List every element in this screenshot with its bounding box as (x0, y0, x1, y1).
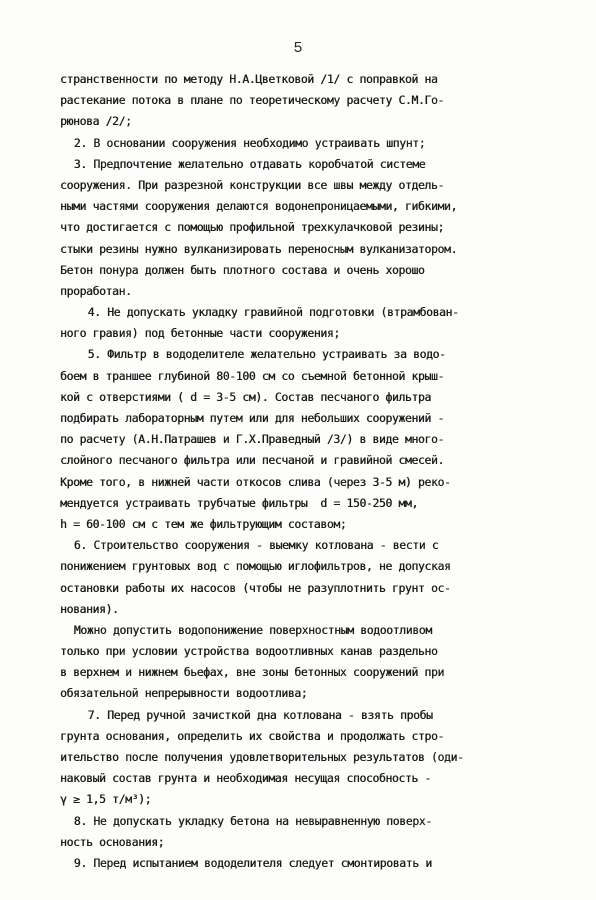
text-line: 4. Не допускать укладку гравийной подготовки (втрамбован- (87, 305, 459, 320)
text-line: проработан. (60, 283, 132, 298)
text-line: боем в траншее глубиной 80-100 см со съемной бетонной крыш- (60, 368, 444, 383)
text-line: по расчету (А.Н.Патрашев и Г.Х.Праведный /3/) в виде много- (60, 432, 444, 447)
text-line: ительство после получения удовлетворительных результатов (оди- (60, 750, 464, 764)
text-line: Можно допустить водопонижение поверхностным водоотливом (73, 622, 432, 637)
text-line: грунта основания, определить их свойства и продолжать стро- (60, 728, 444, 743)
text-line: Кроме того, в нижней части откосов слива (через 3-5 м) реко- (60, 474, 451, 489)
text-line: ными частями сооружения делаются водонепроницаемыми, гибкими, (60, 199, 457, 214)
text-line: 8. Не допускать укладку бетона на невыравненную поверх- (73, 813, 432, 828)
text-line: рюнова /2/; (60, 114, 132, 129)
text-line: 3. Предпочтение желательно отдавать коробчатой системе (73, 156, 426, 171)
text-line: сооружения. При разрезной конструкции все швы между отдель- (60, 177, 444, 192)
text-line: наковый состав грунта и необходимая несущая способность - (60, 771, 431, 786)
text-line: ного гравия) под бетонные части сооружения; (60, 326, 340, 341)
text-line: в верхнем и нижнем бьефах, вне зоны бетонных сооружений при (60, 665, 444, 680)
text-line: слойного песчаного фильтра или песчаной и гравийной смесей. (60, 453, 444, 468)
text-line: только при условии устройства водоотливных канав раздельно (60, 644, 438, 659)
text-line: растекание потока в плане по теоретическому расчету С.М.Го- (60, 93, 444, 108)
text-line: кой с отверстиями ( d = 3-5 см). Состав песчаного фильтра (60, 389, 431, 404)
text-line: нования). (60, 601, 119, 616)
text-line: странственности по методу Н.А.Цветковой /1/ с поправкой на (60, 72, 438, 86)
page-number: 5 (293, 40, 303, 57)
text-line: 6. Строительство сооружения - выемку котлована - вести с (73, 538, 439, 553)
text-line: 5. Фильтр в вододелителе желательно устраивать за водо- (87, 347, 446, 362)
text-line: мендуется устраивать трубчатые фильтры d = 150-250 мм, (60, 495, 418, 510)
text-line: 2. В основании сооружения необходимо устраивать шпунт; (73, 135, 426, 150)
text-line: что достигается с помощью профильной трехкулачковой резины; (60, 220, 444, 235)
text-line: обязательной непрерывности водоотлива; (60, 686, 308, 701)
text-line: понижением грунтовых вод с помощью иглофильтров, не допуская (60, 559, 451, 574)
text-line: γ ≥ 1,5 т/м³); (60, 792, 152, 807)
text-line: подбирать лабораторным путем или для небольших сооружений - (60, 411, 444, 425)
text-line: стыки резины нужно вулканизировать переносным вулканизатором. (60, 241, 457, 256)
document-body (60, 69, 560, 874)
text-line: 9. Перед испытанием вододелителя следует смонтировать и (73, 855, 432, 870)
text-line: ность основания; (60, 834, 165, 849)
text-line: остановки работы их насосов (чтобы не разуплотнить грунт ос- (60, 580, 451, 595)
text-line: 7. Перед ручной зачисткой дна котлована - взять пробы (87, 707, 433, 722)
text-line: Бетон понура должен быть плотного состава и очень хорошо (60, 262, 425, 277)
text-line: h = 60-100 см с тем же фильтрующим составом; (60, 516, 347, 531)
